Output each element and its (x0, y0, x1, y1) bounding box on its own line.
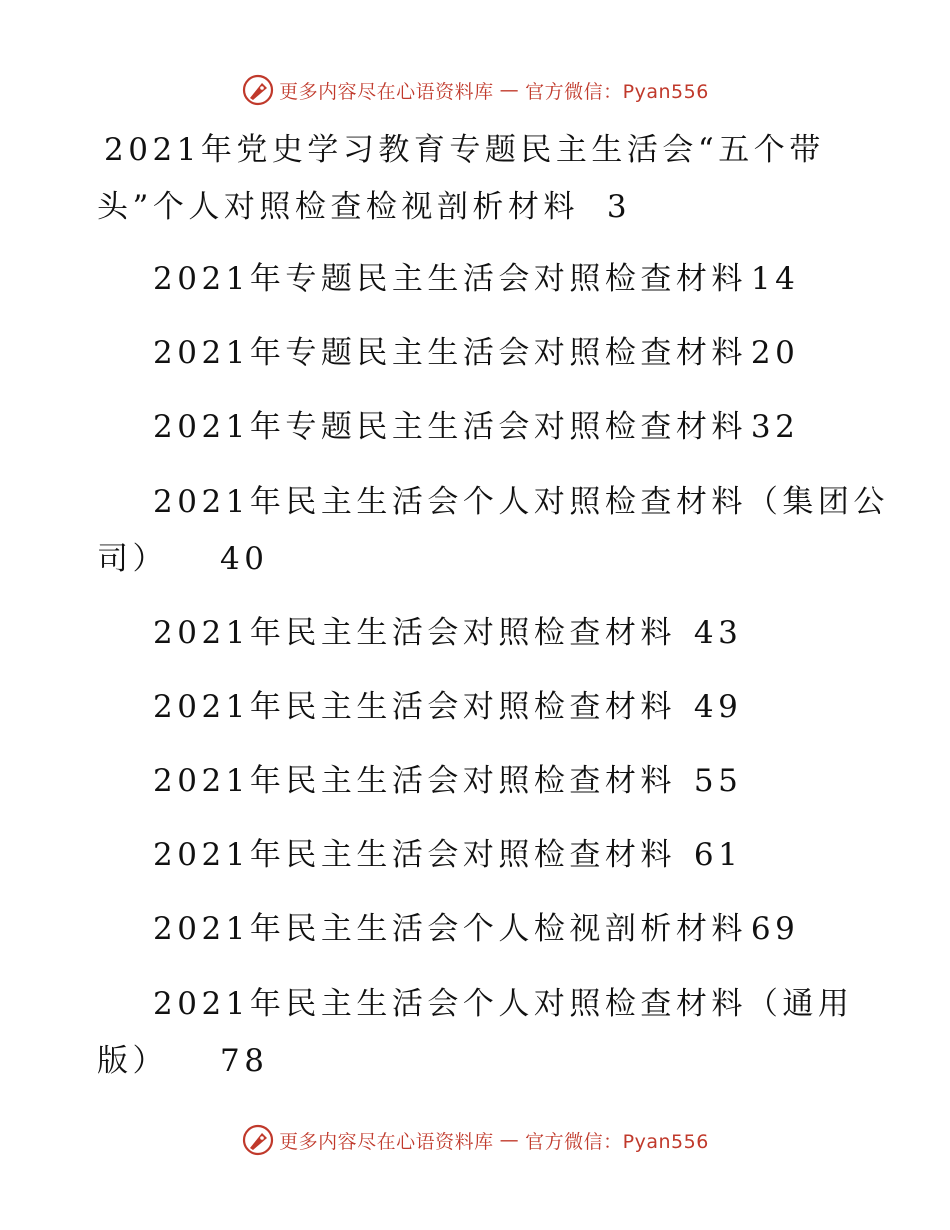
toc-entry[interactable] (153, 604, 742, 662)
toc-entry-title: 2021年专题民主生活会对照检查材料 (153, 261, 747, 297)
toc-page-number: 49 (693, 689, 743, 725)
toc-entry-line[interactable] (104, 121, 825, 179)
toc-entry[interactable] (153, 398, 799, 456)
footer-watermark (0, 1120, 950, 1160)
toc-entry-title: 版） (97, 1043, 168, 1079)
toc-entry[interactable] (153, 250, 799, 308)
toc-entry[interactable] (153, 900, 799, 958)
toc-page-number: 32 (750, 409, 800, 445)
toc-entry-line[interactable] (97, 178, 631, 236)
toc-page-number: 43 (693, 615, 743, 651)
pen-nib-logo-icon (241, 1123, 275, 1157)
toc-page-number: 78 (220, 1043, 269, 1079)
watermark-contact: 官方微信：Pyan556 (525, 80, 709, 103)
toc-page-number: 3 (606, 189, 632, 225)
watermark-text: 更多内容尽在心语资料库 (279, 80, 494, 103)
watermark-separator: — (499, 1129, 520, 1151)
watermark-contact: 官方微信：Pyan556 (525, 1130, 709, 1153)
toc-page-number: 69 (750, 911, 800, 947)
toc-entry-line[interactable] (97, 530, 268, 588)
watermark-separator: — (499, 79, 520, 101)
toc-page-number: 40 (220, 541, 269, 577)
toc-page-number: 55 (693, 763, 743, 799)
toc-entry[interactable] (153, 678, 742, 736)
toc-entry-title: 2021年民主生活会对照检查材料 (153, 837, 676, 873)
toc-entry-title: 2021年民主生活会个人检视剖析材料 (153, 911, 747, 947)
toc-page-number: 14 (750, 261, 800, 297)
toc-entry-title: 头”个人对照检查检视剖析材料 (97, 189, 579, 225)
toc-entry-title: 2021年民主生活会对照检查材料 (153, 689, 676, 725)
toc-entry-title: 2021年专题民主生活会对照检查材料 (153, 409, 747, 445)
toc-page-number: 20 (750, 335, 800, 371)
toc-entry[interactable] (153, 826, 742, 884)
toc-entry[interactable] (153, 752, 742, 810)
pen-nib-logo-icon (241, 73, 275, 107)
toc-page-number: 61 (693, 837, 743, 873)
toc-entry-title: 2021年民主生活会个人对照检查材料（通用 (153, 986, 854, 1022)
toc-entry-title: 2021年党史学习教育专题民主生活会“五个带 (104, 132, 825, 168)
toc-entry-line[interactable] (97, 1032, 268, 1090)
toc-entry-title: 司） (97, 541, 168, 577)
toc-entry-line[interactable] (153, 975, 853, 1033)
header-watermark (0, 70, 950, 110)
toc-entry-title: 2021年民主生活会对照检查材料 (153, 615, 676, 651)
watermark-text: 更多内容尽在心语资料库 (279, 1130, 494, 1153)
toc-entry-title: 2021年民主生活会对照检查材料 (153, 763, 676, 799)
toc-entry-title: 2021年专题民主生活会对照检查材料 (153, 335, 747, 371)
toc-entry-line[interactable] (153, 473, 889, 531)
toc-entry-title: 2021年民主生活会个人对照检查材料（集团公 (153, 484, 889, 520)
toc-entry[interactable] (153, 324, 799, 382)
